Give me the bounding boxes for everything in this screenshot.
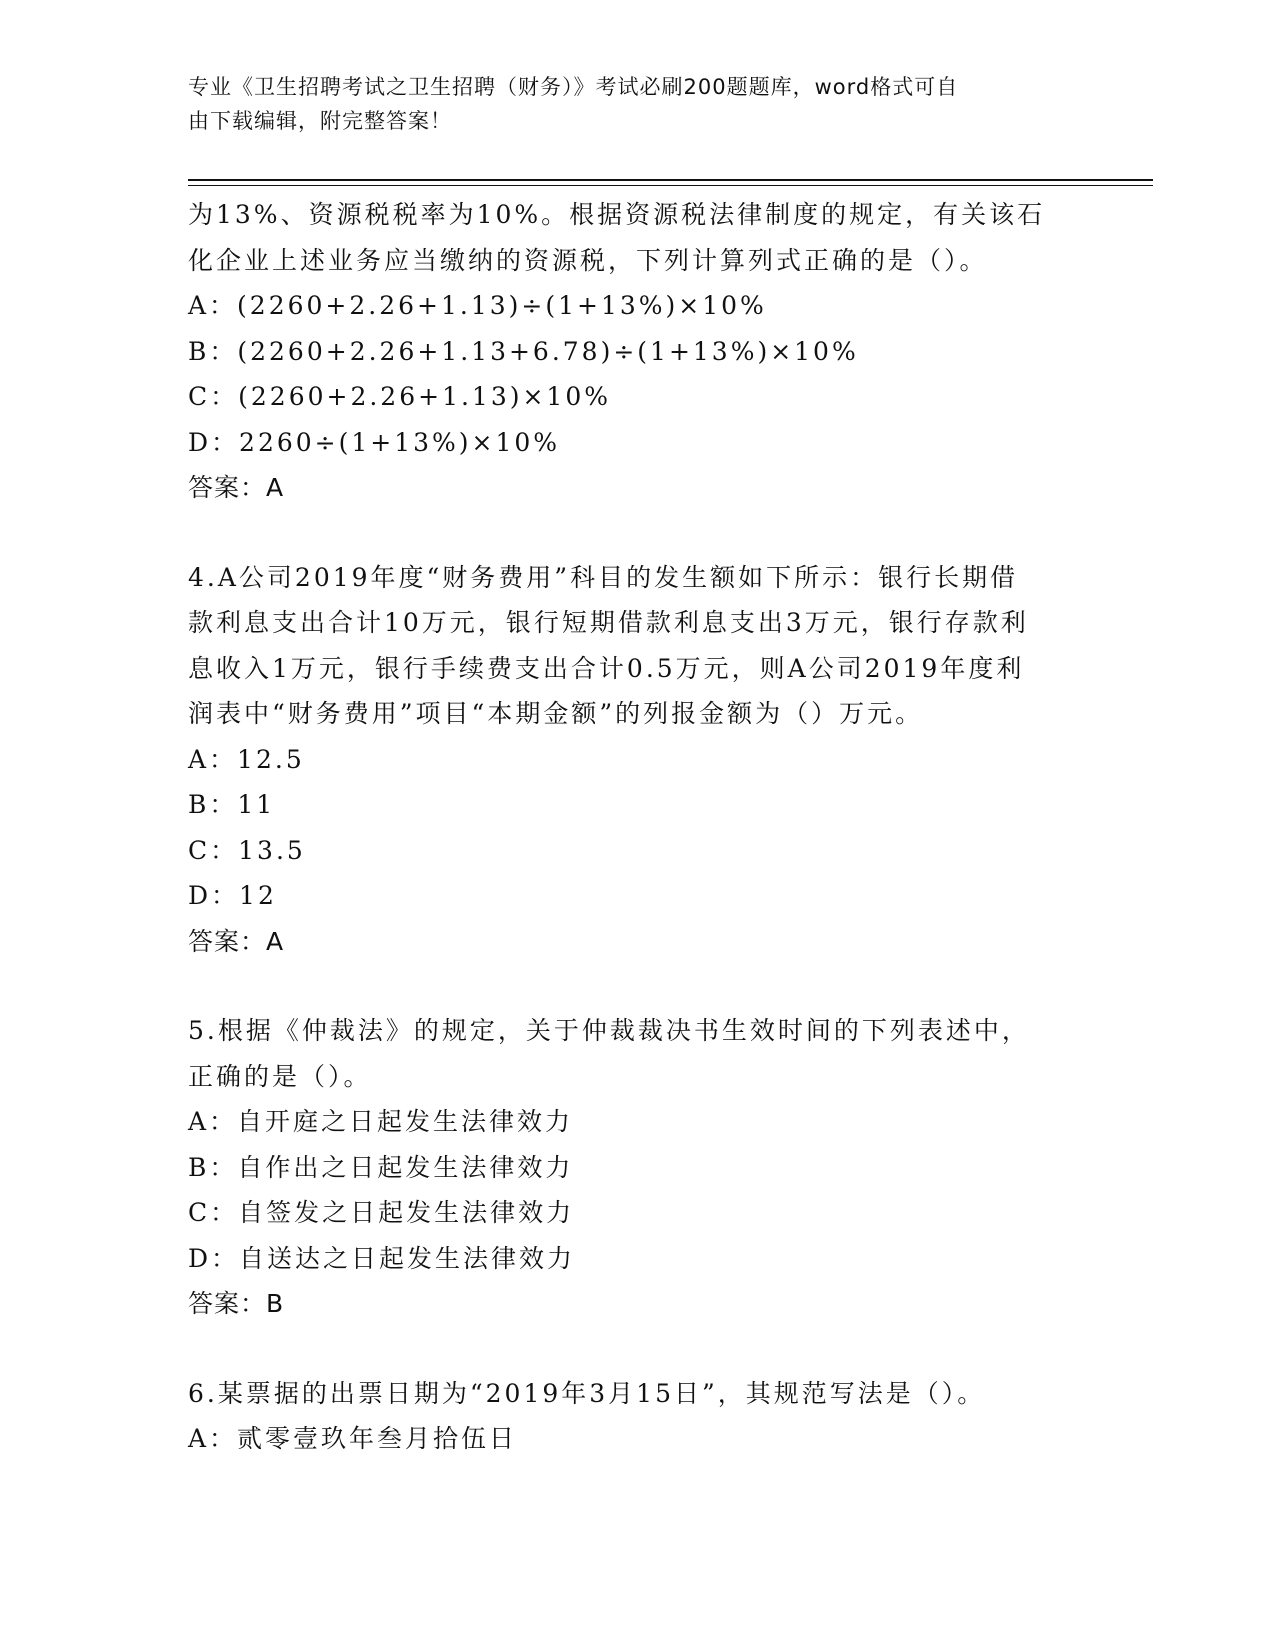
question-text-line: 5.根据《仲裁法》的规定，关于仲裁裁决书生效时间的下列表述中，	[188, 1016, 1030, 1045]
answer: 答案：A	[188, 926, 285, 956]
header-rule-thin	[188, 185, 1153, 186]
question-text-line: 化企业上述业务应当缴纳的资源税，下列计算列式正确的是（）。	[188, 245, 988, 275]
document-body	[188, 192, 1088, 1462]
document-header	[188, 70, 1068, 138]
question-text-line: 正确的是（）。	[188, 1061, 372, 1091]
question-3	[188, 192, 1088, 511]
header-rule-thick	[188, 179, 1153, 181]
question-text-line: 4.A公司2019年度“财务费用”科目的发生额如下所示：银行长期借	[188, 562, 1019, 592]
question-6	[188, 1371, 1088, 1462]
option-d: D：2260÷(1+13%)×10%	[188, 427, 561, 457]
option-a: A：(2260+2.26+1.13)÷(1+13%)×10%	[188, 291, 767, 320]
option-a: A：12.5	[188, 744, 305, 774]
question-text-line: 为13%、资源税税率为10%。根据资源税法律制度的规定，有关该石	[188, 200, 1046, 229]
option-c: C：13.5	[188, 835, 306, 865]
option-b: B：自作出之日起发生法律效力	[188, 1152, 574, 1182]
header-line-2: 由下载编辑，附完整答案！	[188, 109, 452, 133]
option-b: B：11	[188, 790, 276, 819]
option-d: D：自送达之日起发生法律效力	[188, 1243, 576, 1273]
option-a: A：贰零壹玖年叁月拾伍日	[188, 1424, 518, 1453]
question-text-line: 款利息支出合计10万元，银行短期借款利息支出3万元，银行存款利	[188, 608, 1029, 637]
header-line-1: 专业《卫生招聘考试之卫生招聘（财务）》考试必刷200题题库，word格式可自	[188, 75, 959, 99]
question-text-line: 息收入1万元，银行手续费支出合计0.5万元，则A公司2019年度利	[188, 653, 1025, 683]
option-c: C：(2260+2.26+1.13)×10%	[188, 382, 611, 411]
option-b: B：(2260+2.26+1.13+6.78)÷(1+13%)×10%	[188, 336, 859, 366]
question-4	[188, 555, 1088, 965]
answer: 答案：B	[188, 1289, 285, 1318]
option-d: D：12	[188, 881, 277, 910]
question-text-line: 润表中“财务费用”项目“本期金额”的列报金额为（）万元。	[188, 699, 924, 728]
question-text-line: 6.某票据的出票日期为“2019年3月15日”，其规范写法是（）。	[188, 1378, 986, 1408]
option-a: A：自开庭之日起发生法律效力	[188, 1107, 574, 1136]
option-c: C：自签发之日起发生法律效力	[188, 1198, 575, 1227]
answer: 答案：A	[188, 473, 285, 502]
question-5	[188, 1008, 1088, 1327]
